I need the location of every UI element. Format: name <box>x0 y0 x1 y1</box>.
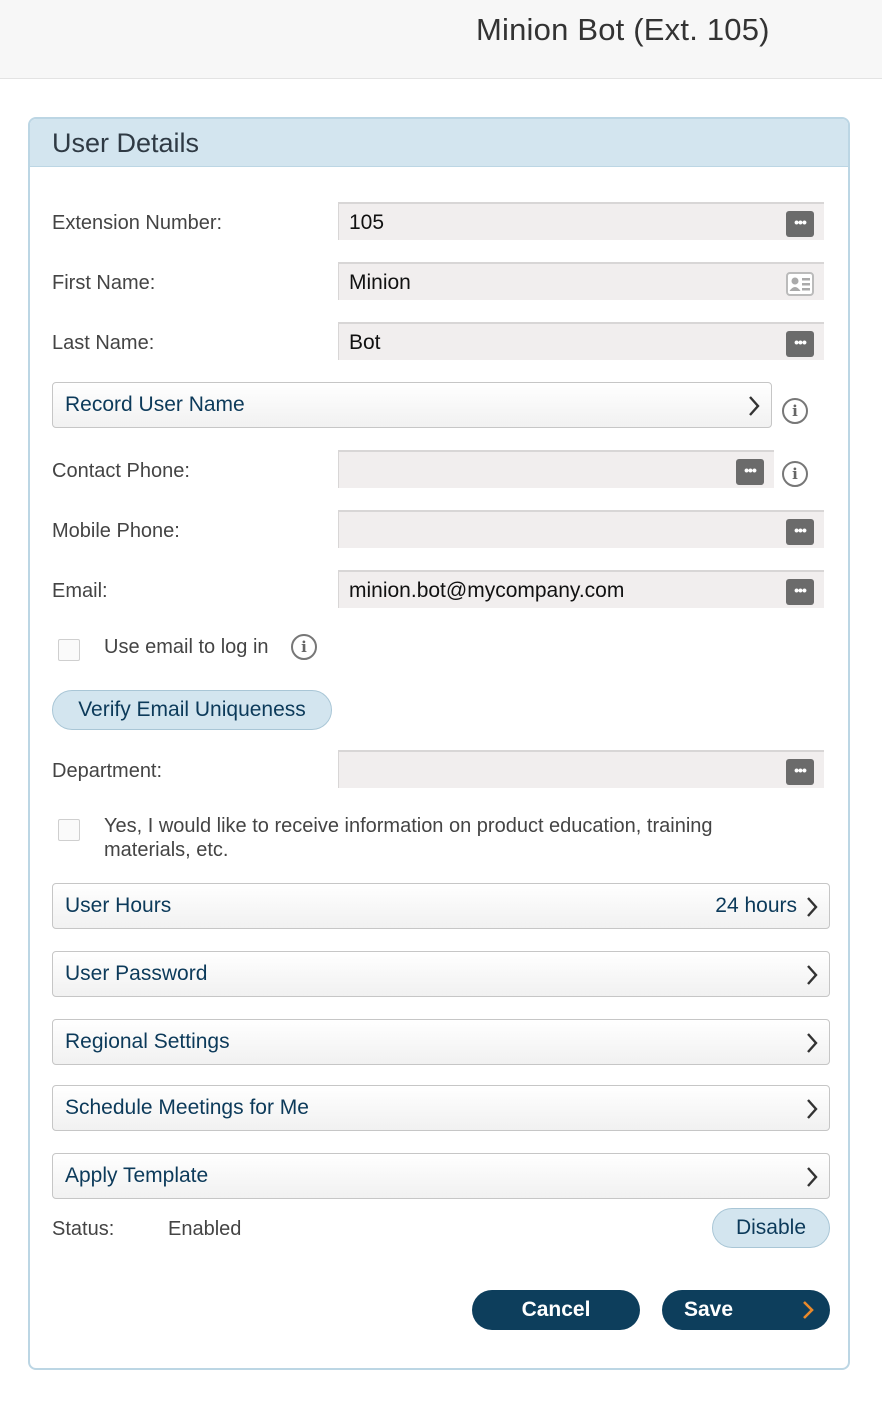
product-info-checkbox[interactable] <box>58 819 80 841</box>
extension-number-label: Extension Number: <box>52 212 223 234</box>
department-field[interactable] <box>338 750 824 788</box>
email-label: Email: <box>52 580 108 602</box>
chevron-right-icon <box>747 395 761 417</box>
more-dots-icon[interactable]: ••• <box>736 459 764 485</box>
chevron-right-icon <box>802 1300 814 1320</box>
email-value: minion.bot@mycompany.com <box>349 579 625 602</box>
more-dots-icon[interactable]: ••• <box>786 759 814 785</box>
first-name-label: First Name: <box>52 272 156 294</box>
email-field[interactable] <box>338 570 824 608</box>
apply-template-label: Apply Template <box>65 1164 209 1187</box>
more-dots-icon[interactable]: ••• <box>786 211 814 237</box>
top-bar <box>0 0 882 79</box>
schedule-meetings-row[interactable] <box>52 1085 830 1131</box>
more-dots-icon[interactable]: ••• <box>786 579 814 605</box>
product-info-label-line1: Yes, I would like to receive information on product education, training <box>104 815 713 837</box>
product-info-label-line2: materials, etc. <box>104 839 229 861</box>
chevron-right-icon <box>805 1166 819 1188</box>
extension-number-value: 105 <box>349 211 385 234</box>
record-user-name-label: Record User Name <box>65 393 245 416</box>
use-email-login-label: Use email to log in <box>104 636 269 658</box>
last-name-label: Last Name: <box>52 332 155 354</box>
status-label: Status: <box>52 1218 115 1240</box>
contact-phone-label: Contact Phone: <box>52 460 190 482</box>
last-name-field[interactable] <box>338 322 824 360</box>
schedule-meetings-label: Schedule Meetings for Me <box>65 1096 309 1119</box>
mobile-phone-field[interactable] <box>338 510 824 548</box>
chevron-right-icon <box>805 964 819 986</box>
first-name-field[interactable] <box>338 262 824 300</box>
mobile-phone-label: Mobile Phone: <box>52 520 180 542</box>
panel-header <box>30 119 848 167</box>
status-value: Enabled <box>168 1218 242 1240</box>
disable-button[interactable]: Disable <box>712 1208 830 1248</box>
last-name-value: Bot <box>349 331 381 354</box>
extension-number-field[interactable] <box>338 202 824 240</box>
department-label: Department: <box>52 760 163 782</box>
contact-card-icon[interactable] <box>786 271 814 297</box>
contact-phone-field[interactable] <box>338 450 774 488</box>
chevron-right-icon <box>805 896 819 918</box>
regional-settings-label: Regional Settings <box>65 1030 230 1053</box>
cancel-button[interactable]: Cancel <box>472 1290 640 1330</box>
more-dots-icon[interactable]: ••• <box>786 331 814 357</box>
user-hours-row[interactable] <box>52 883 830 929</box>
apply-template-row[interactable] <box>52 1153 830 1199</box>
info-icon[interactable]: i <box>291 634 317 660</box>
save-label: Save <box>684 1298 734 1321</box>
info-icon[interactable]: i <box>782 398 808 424</box>
record-user-name-button[interactable] <box>52 382 772 428</box>
user-password-label: User Password <box>65 962 208 985</box>
save-button[interactable] <box>662 1290 830 1330</box>
more-dots-icon[interactable]: ••• <box>786 519 814 545</box>
verify-email-uniqueness-button[interactable]: Verify Email Uniqueness <box>52 690 332 730</box>
info-icon[interactable]: i <box>782 461 808 487</box>
user-hours-value: 24 hours <box>715 894 797 917</box>
chevron-right-icon <box>805 1098 819 1120</box>
user-hours-label: User Hours <box>65 894 172 917</box>
chevron-right-icon <box>805 1032 819 1054</box>
first-name-value: Minion <box>349 271 411 294</box>
use-email-login-checkbox[interactable] <box>58 639 80 661</box>
user-details-panel <box>28 117 850 1370</box>
user-password-row[interactable] <box>52 951 830 997</box>
regional-settings-row[interactable] <box>52 1019 830 1065</box>
panel-title: User Details <box>52 128 200 158</box>
page-title: Minion Bot (Ext. 105) <box>476 12 770 47</box>
